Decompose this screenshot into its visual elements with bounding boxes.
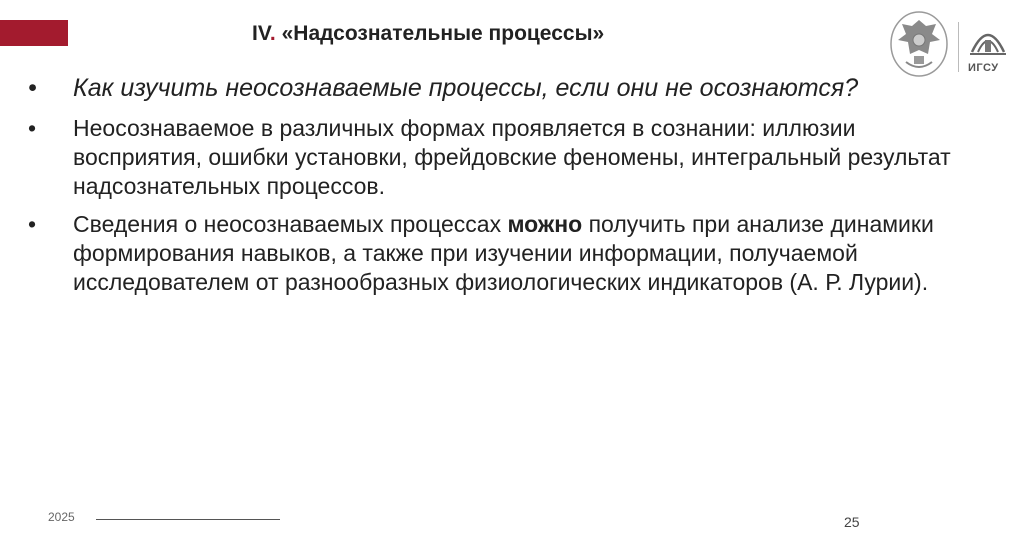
bullet-item-information — [28, 210, 958, 297]
bullet-text-after: получить при анализе динамики формирования навыков, а также при изучении информации, получаемой исследователем от разнообразных физиологических индикаторов (А. Р. Лурии). — [73, 211, 934, 295]
bullet-marker: • — [28, 115, 37, 141]
bullet-item-question — [28, 72, 958, 104]
header-accent-bar — [0, 20, 68, 46]
bullet-text-bold: можно — [507, 211, 583, 237]
logo-separator — [958, 22, 959, 72]
igsu-logo-text: ИГСУ — [968, 62, 999, 74]
title-roman-numeral: IV — [252, 22, 270, 45]
logo-group — [888, 10, 1018, 80]
bullet-text-before: Сведения о неосознаваемых процессах — [73, 211, 508, 237]
footer-year: 2025 — [48, 510, 75, 524]
bullet-list — [28, 72, 958, 306]
title-dot: . — [269, 22, 276, 45]
footer-divider — [96, 519, 280, 520]
bullet-text: Неосознаваемое в различных формах проявляется в сознании: иллюзии восприятия, ошибки установки, фрейдовские феномены, интегральный результат надсознательных процессов. — [73, 115, 951, 199]
page-number: 25 — [844, 514, 860, 530]
state-emblem-icon — [888, 10, 950, 78]
bullet-marker: • — [28, 74, 37, 102]
title-text: «Надсознательные процессы» — [275, 22, 605, 45]
bullet-text: Как изучить неосознаваемые процессы, если они не осознаются? — [73, 74, 859, 102]
slide-title — [252, 22, 604, 46]
bullet-marker: • — [28, 211, 37, 237]
igsu-logo-icon — [968, 22, 1008, 58]
bullet-item-manifestations — [28, 114, 958, 201]
